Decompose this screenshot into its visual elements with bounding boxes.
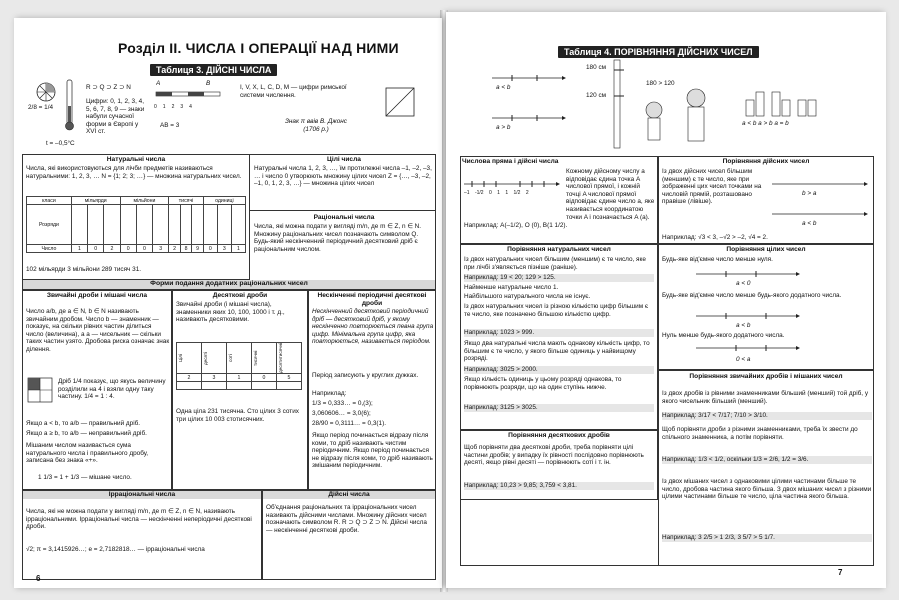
proper-fraction: Якщо a < b, то a/b — правильний дріб.	[26, 420, 141, 427]
compare-real-text: Із двох дійсних чисел більшим (меншим) є те число, яке при зображенні цих чисел точками на числовій прямій, розташовано правіше (лівіше).	[662, 168, 762, 206]
temperature-label: t = –0,5°C	[46, 140, 75, 147]
nat-line: Якщо кількість одиниць у цьому розряді однакова, то порівнюють розряди, що на один ступінь нижче.	[464, 376, 622, 391]
point-a-label: A	[156, 80, 161, 87]
compare-real-title: Порівняння дійсних чисел	[722, 158, 810, 165]
place-value: 1	[227, 374, 252, 382]
frac-example: Наприклад: 3 2/5 > 1 2/3, 3 5/7 > 5 1/7.	[662, 534, 872, 542]
class-header: мільйони	[120, 197, 169, 205]
compare-decimals-example: Наприклад: 10,23 > 9,85; 3,759 < 3,81.	[464, 482, 654, 490]
place-header: соті	[228, 354, 233, 362]
common-title: Звичайні дроби і мішані числа	[46, 292, 148, 299]
mixed-definition: Мішаним числом називається сума натурального числа і правильного дробу, записана без знака «+».	[26, 442, 149, 465]
decimal-place-table	[176, 342, 302, 390]
digit-cell: 0	[203, 245, 217, 253]
natural-caption: 102 мільярди 3 мільйони 289 тисяч 31.	[26, 266, 142, 273]
compare-natural-cell	[460, 244, 658, 430]
place-header: десятитисячні	[278, 342, 283, 373]
rational-title: Раціональні числа	[313, 214, 375, 221]
periodic-example: 28/90 = 0,3111… = 0,3(1).	[312, 420, 387, 427]
set-inclusion: R ⊃ Q ⊃ Z ⊃ N	[86, 84, 131, 91]
place-value: 0	[252, 374, 277, 382]
class-header: класи	[27, 197, 72, 205]
digit-cell: 0	[136, 245, 152, 253]
int-line-3: Нуль менше будь-якого додатного числа.	[662, 332, 785, 339]
compare-real-example: Наприклад: √3 < 3, –√2 > –2, √4 = 2.	[662, 234, 768, 241]
periodic-mixed-text: Якщо період починається відразу після коми, то дріб називають чистим періодичним. Якщо період починається не відразу після коми, то дріб називають змішаним періодичним.	[312, 432, 433, 470]
common-example: Дріб 1/4 показує, що якусь величину розділили на 4 і взяли одну таку частину. 1/4 = 1 : 4.	[58, 378, 166, 401]
nat-line: Якщо два натуральні числа мають однакову кількість цифр, то більшим є те число, у якого більше одиниць у найвищому розряді.	[464, 340, 650, 363]
decimal-caption: Одна ціла 231 тисячна. Сто цілих 3 сотих три цілих 10 003 стотисячних.	[176, 408, 299, 423]
int-example-1: a < 0	[736, 280, 751, 287]
common-text: Число a/b, де a ∈ N, b ∈ N називають звичайним дробом. Число b — знаменник — показує, на скільки рівних частин ділиться число (величина), а a — чисельник — скільки таких частин узято. Дробова риска означає знак ділення.	[26, 308, 170, 353]
a-less-b: a < b	[496, 84, 511, 91]
int-line-2: Будь-яке від'ємне число менше будь-якого додатного числа.	[662, 292, 842, 299]
frac-example: Наприклад: 3/17 < 7/17; 7/10 > 3/10.	[662, 412, 872, 420]
pi-caption: Знак π ввів В. Джонс (1706 р.)	[284, 118, 348, 133]
int-line-1: Будь-яке від'ємне число менше нуля.	[662, 256, 773, 263]
place-value: 3	[202, 374, 227, 382]
rational-text: Числа, які можна подати у вигляді m/n, де m ∈ Z, n ∈ N. Множину раціональних чисел позначають символом Q. Будь-який нескінченний періодичний десятковий дріб є раціональним числом.	[254, 223, 422, 253]
compare-decimals-text: Щоб порівняти два десяткові дроби, треба порівняти цілі частини дробів; у випадку їх рівності послідовно порівнюють десяті, якщо рівні десяті — порівнюють соті і т. ін.	[464, 444, 644, 467]
page-number-left: 6	[36, 574, 41, 583]
digit-cell: 3	[153, 245, 169, 253]
nat-line: Із двох натуральних чисел більшим (меншим) є те число, яке при лічбі з'являється пізніше (раніше).	[464, 256, 646, 271]
periodic-title: Нескінченні періодичні десяткові дроби	[317, 292, 427, 307]
page-number-right: 7	[838, 568, 843, 577]
point-b-label: B	[206, 80, 211, 87]
digit-cell: 1	[231, 245, 245, 253]
height-120: 120 см	[586, 92, 607, 99]
nat-example: Наприклад: 3025 > 2000.	[464, 366, 654, 374]
digit-cell: 2	[169, 245, 180, 253]
chapter-title: Розділ ІІ. ЧИСЛА І ОПЕРАЦІЇ НАД НИМИ	[118, 40, 399, 56]
compare-natural-title: Порівняння натуральних чисел	[507, 246, 611, 253]
digit-cell: 1	[71, 245, 87, 253]
height-180: 180 см	[586, 64, 607, 71]
frac-line: Із двох дробів із рівними знаменниками більший (менший) той дріб, у якого чисельник більший (менший).	[662, 390, 869, 405]
a-greater-b: a > b	[496, 124, 511, 131]
natural-text: Числа, які використовуються для лічби предметів називаються натуральними: 1, 2, 3, … N = {1; 2; 3; …} — множина натуральних чисел.	[26, 165, 242, 180]
thermometer-icon	[62, 78, 82, 138]
periodic-example-label: Наприклад:	[312, 390, 347, 397]
int-example-3: 0 < a	[736, 356, 751, 363]
table-4-header: Таблиця 4. ПОРІВНЯННЯ ДІЙСНИХ ЧИСЕЛ	[558, 46, 759, 58]
periodic-brackets: Період записують у круглих дужках.	[312, 372, 419, 379]
place-header: десяті	[203, 351, 208, 365]
table-3-header: Таблиця 3. ДІЙСНІ ЧИСЛА	[150, 64, 277, 76]
right-page	[446, 12, 886, 588]
decimal-title: Десяткові дроби	[212, 292, 268, 299]
nat-line: Із двох натуральних чисел із різною кількістю цифр більшим є те число, яке позначено більшою кількістю цифр.	[464, 303, 649, 318]
irrational-example: √2; π = 3,1415926…; e = 2,7182818… — ірраціональні числа	[26, 546, 205, 553]
digits-text: Цифри: 0, 1, 2, 3, 4, 5, 6, 7, 8, 9 — знаки набули сучасної форми в Європі у XVI ст.	[86, 98, 145, 136]
irrational-title: Ірраціональні числа	[23, 491, 261, 499]
nat-example: Наприклад: 1023 > 999.	[464, 329, 654, 337]
number-line-title: Числова пряма і дійсні числа	[462, 158, 559, 165]
mixed-example: 1 1/3 = 1 + 1/3 — мішане число.	[38, 474, 132, 481]
row-label: Розряди	[27, 205, 72, 245]
divider	[250, 210, 436, 211]
class-header: тисячі	[169, 197, 203, 205]
integers-title: Цілі числа	[327, 156, 361, 163]
periodic-example: 1/3 = 0,333… = 0,(3);	[312, 400, 373, 407]
place-value: 2	[177, 374, 202, 382]
compare-decimals-title: Порівняння десяткових дробів	[508, 432, 610, 439]
real-title: Дійсні числа	[263, 491, 435, 499]
number-line-ticks: –1 -1/2 0 1 1 1/2 2	[464, 190, 529, 196]
decimal-text: Звичайні дроби (і мішані числа), знаменники яких 10, 100, 1000 і т. д., називають десятковими.	[176, 301, 285, 324]
ruler-ticks: 01234	[154, 104, 198, 110]
irrational-text: Числа, які не можна подати у вигляді m/n, де m ∈ Z, n ∈ N, називають ірраціональними. Ірраціональні числа — нескінченні неперіодичні десяткові дроби.	[26, 508, 252, 531]
periodic-example: 3,060606… = 3,0(6);	[312, 410, 371, 417]
class-header: мільярди	[71, 197, 120, 205]
forms-title: Форми подання додатних раціональних чисел	[23, 280, 435, 290]
number-line-example: Наприклад: A(–1/2), O (0), B(1 1/2).	[464, 222, 568, 229]
digit-place-table	[26, 196, 246, 253]
segment-length: AB = 3	[160, 122, 180, 129]
compare-chain: a < b a > b a = b	[742, 120, 789, 127]
height-chart-illustration	[604, 60, 734, 150]
digit-cell: 0	[120, 245, 136, 253]
a-less-b-2: a < b	[802, 220, 817, 227]
class-header: одиниці	[203, 197, 245, 205]
compare-fractions-title: Порівняння звичайних дробів і мішаних чисел	[689, 373, 843, 380]
digit-cell: 0	[88, 245, 104, 253]
place-header: тисячні	[253, 350, 258, 366]
integers-text: Натуральні числа 1, 2, 3, …, їм протилежні числа –1, –2, –3, … і число 0 утворюють множину цілих чисел Z = {…, –3, –2, –1, 0, 1, 2, 3, …} — множина цілих чисел	[254, 165, 432, 188]
nat-example: Наприклад: 19 < 20; 129 > 125.	[464, 274, 654, 282]
improper-fraction: Якщо a ≥ b, то a/b — неправильний дріб.	[26, 430, 147, 437]
nat-example: Наприклад: 3125 > 3025.	[464, 404, 654, 412]
row-label: Число	[27, 245, 72, 253]
roman-numerals-text: I, V, X, L, C, D, M — цифри римської системи числення.	[240, 84, 347, 99]
frac-example: Наприклад: 1/3 < 1/2, оскільки 1/3 = 2/6, 1/2 = 3/6.	[662, 456, 872, 464]
nat-line: Найбільшого натурального числа не існує.	[464, 293, 591, 300]
square-diagonal-icon	[384, 86, 424, 126]
place-header: Цілі	[178, 353, 183, 363]
left-page	[14, 18, 442, 588]
int-example-2: a < b	[736, 322, 751, 329]
compare-integers-title: Порівняння цілих чисел	[726, 246, 806, 253]
periodic-text: Нескінченний десятковий періодичний дріб — десятковий дріб, у якому нескінченно повторюється певна група цифр. Мінімальна група цифр, яка повторюється, називається періодом.	[312, 308, 434, 346]
natural-title: Натуральні числа	[106, 156, 166, 163]
fraction-equality: 2/8 = 1/4	[28, 104, 54, 111]
nat-line: Найменше натуральне число 1.	[464, 284, 559, 291]
number-line-text: Кожному дійсному числу a відповідає єдина точка A числової прямої, і кожній точці A числової прямої відповідає єдине число a, яке називається координатою точки A і позначається A (a).	[566, 168, 655, 221]
digit-cell: 3	[217, 245, 231, 253]
irrational-cell	[22, 490, 262, 580]
height-compare: 180 > 120	[646, 80, 675, 87]
b-greater-a: b > a	[802, 190, 817, 197]
frac-line: Із двох мішаних чисел з однаковими цілими частинами більше те число, дробова частина якого більша. З двох мішаних чисел з різними цілими частинами більше те число, ціла частина якого більша.	[662, 478, 872, 501]
quarter-square-icon	[28, 378, 56, 406]
digit-cell: 9	[192, 245, 203, 253]
digit-cell: 2	[104, 245, 120, 253]
frac-line: Щоб порівняти дроби з різними знаменниками, треба їх звести до спільного знаменника, а потім порівняти.	[662, 426, 858, 441]
place-value: 5	[277, 374, 302, 382]
digit-cell: 8	[180, 245, 191, 253]
real-text: Об'єднання раціональних та ірраціональних чисел називають дійсними числами. Множину дійсних чисел позначають символом R. R ⊃ Q ⊃ Z ⊃ N. Дійсні числа — нескінченні десяткові дроби.	[266, 504, 427, 534]
